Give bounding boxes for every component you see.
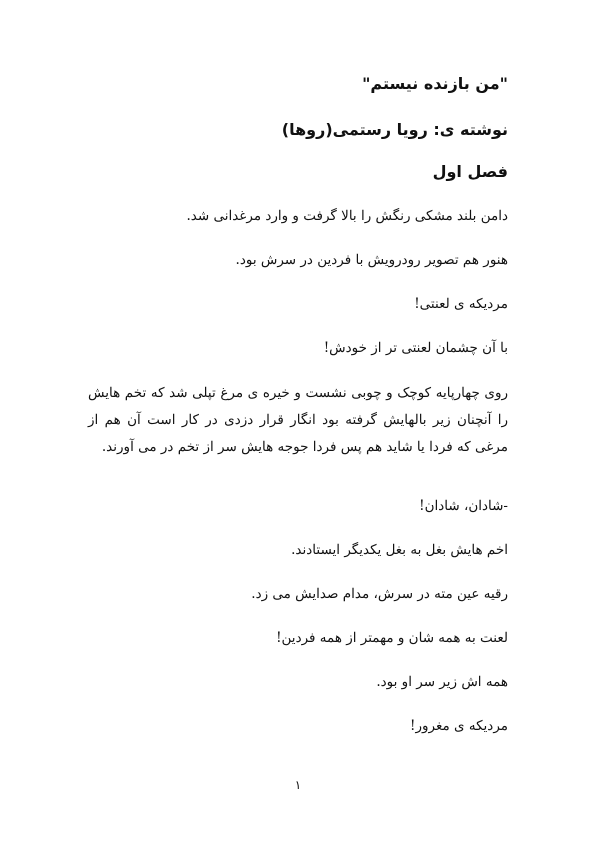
paragraph: هنور هم تصویر رودرویش با فردین در سرش بود. [235, 252, 508, 268]
paragraph: روی چهارپایه کوچک و چوبی نشست و خیره ی مرغ تپلی شد که تخم هایش را آنچنان زیر بالهایش گرفته بود انگار قرار دزدی در کار است آن هم از مرغی که فردا یا شاید هم پس فردا جوجه هایش سر از تخم در می آورند. [88, 385, 508, 455]
chapter-heading: فصل اول [432, 162, 508, 181]
paragraph: مردیکه ی مغرور! [410, 718, 508, 734]
paragraph: -شادان، شادان! [419, 498, 508, 514]
paragraph: رقیه عین مته در سرش، مدام صدایش می زد. [251, 586, 508, 602]
paragraph: مردیکه ی لعنتی! [414, 296, 508, 312]
paragraph: با آن چشمان لعنتی تر از خودش! [323, 340, 508, 356]
paragraph: دامن بلند مشکی رنگش را بالا گرفت و وارد مرغدانی شد. [186, 208, 508, 224]
author-line: نوشته ی: رویا رستمی(روها) [281, 120, 508, 139]
paragraph: همه اش زیر سر او بود. [376, 674, 508, 690]
page-number: ۱ [294, 778, 302, 792]
document-title: "من بازنده نیستم" [362, 74, 508, 93]
paragraph: لعنت به همه شان و مهمتر از همه فردین! [276, 630, 508, 646]
paragraph: اخم هایش بغل به بغل یکدیگر ایستادند. [291, 542, 508, 558]
